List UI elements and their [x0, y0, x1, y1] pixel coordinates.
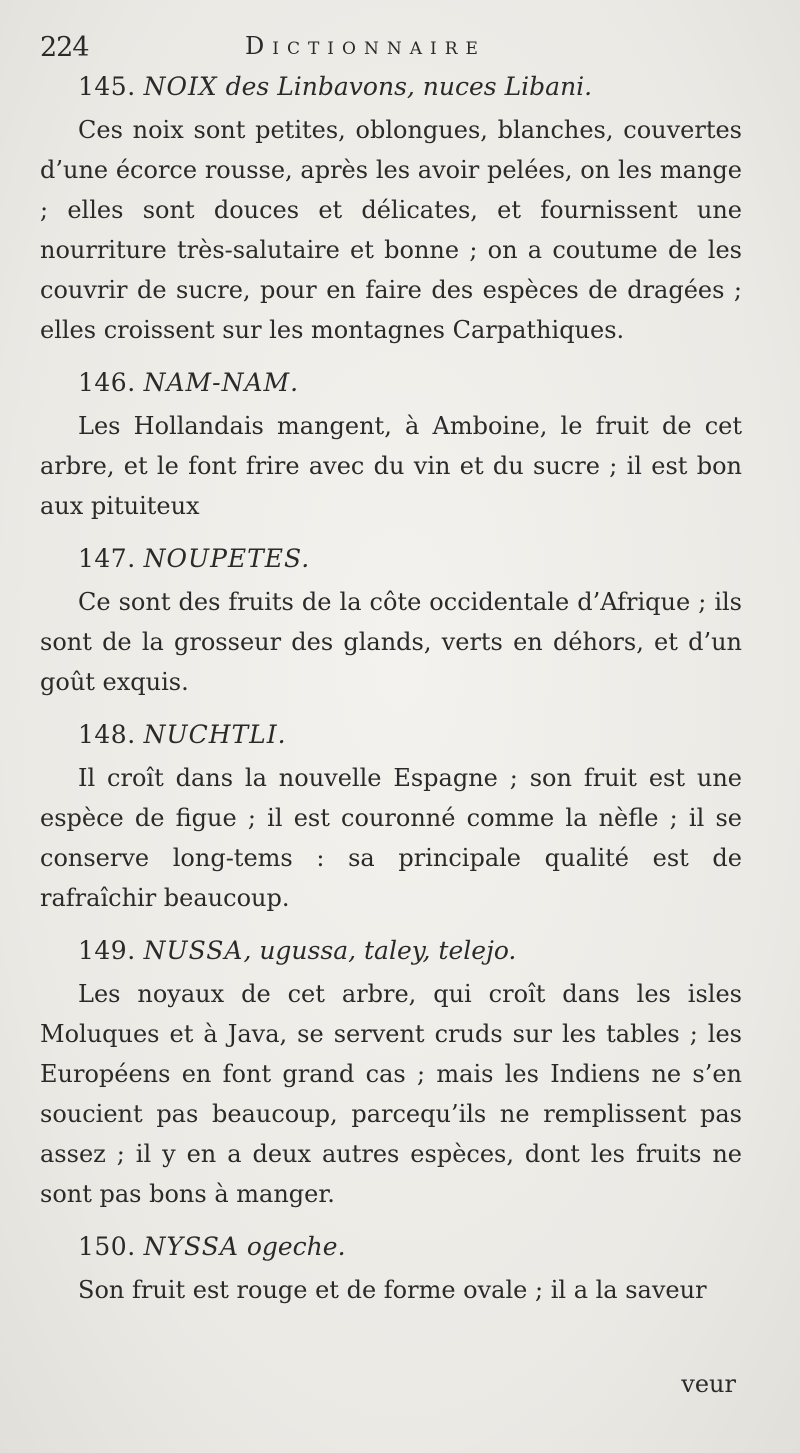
- entry-text: Il croît dans la nouvelle Espagne ; son fruit est une espèce de figue ; il est couronné comme la nèfle ; il se conserve long-tems : sa principale qualité est de rafraîchir beaucoup.: [40, 764, 742, 912]
- page-number: 224: [40, 32, 89, 63]
- entry-146: [40, 364, 742, 526]
- entry-name: NUSSA: [143, 936, 244, 965]
- entry-number: 149.: [78, 936, 136, 965]
- entry-text: Ce sont des fruits de la côte occidentale d’Afrique ; ils sont de la grosseur des glands, verts en déhors, et d’un goût exquis.: [40, 588, 742, 696]
- entry-149: [40, 932, 742, 1214]
- entry-145: [40, 68, 742, 350]
- entry-number: 147.: [78, 544, 136, 573]
- entry-name: NOUPETES.: [143, 544, 311, 573]
- entry-number: 148.: [78, 720, 136, 749]
- entry-heading: [40, 68, 742, 106]
- entry-number: 150.: [78, 1232, 136, 1261]
- entry-synonyms: ogeche.: [246, 1232, 346, 1261]
- entry-text: Son fruit est rouge et de forme ovale ; il a la saveur: [78, 1276, 707, 1304]
- catchword: veur: [681, 1370, 736, 1398]
- entry-synonyms: des Linbavons, nuces Libani.: [225, 72, 593, 101]
- entry-148: [40, 716, 742, 918]
- entry-name: NAM-NAM.: [143, 368, 300, 397]
- entry-text: Les Hollandais mangent, à Amboine, le fruit de cet arbre, et le font frire avec du vin et du sucre ; il est bon aux pituiteux: [40, 412, 742, 520]
- entry-text: Ces noix sont petites, oblongues, blanches, couvertes d’une écorce rousse, après les avoir pelées, on les mange ; elles sont douces et délicates, et fournissent une nourriture très-salutaire et bonne ; on a coutume de les couvrir de sucre, pour en faire des espèces de dragées ; elles croissent sur les montagnes Carpathiques.: [40, 116, 742, 344]
- entry-text: Les noyaux de cet arbre, qui croît dans les isles Moluques et à Java, se servent cruds sur les tables ; les Européens en font grand cas ; mais les Indiens ne s’en soucient pas beaucoup, parcequ’ils ne remplissent pas assez ; il y en a deux autres espèces, dont les fruits ne sont pas bons à manger.: [40, 980, 742, 1208]
- entry-heading: [40, 364, 742, 402]
- entry-heading: [40, 716, 742, 754]
- entry-heading: [40, 1228, 742, 1266]
- entry-heading: [40, 540, 742, 578]
- entry-name: NUCHTLI.: [143, 720, 287, 749]
- entry-synonyms: , ugussa, taley, telejo.: [243, 936, 517, 965]
- entry-number: 145.: [78, 72, 136, 101]
- entry-number: 146.: [78, 368, 136, 397]
- entry-name: NYSSA: [143, 1232, 239, 1261]
- entry-name: NOIX: [143, 72, 218, 101]
- entry-147: [40, 540, 742, 702]
- entry-150: [40, 1228, 742, 1310]
- running-head: [40, 24, 742, 68]
- running-title: Dictionnaire: [245, 32, 486, 60]
- entry-heading: [40, 932, 742, 970]
